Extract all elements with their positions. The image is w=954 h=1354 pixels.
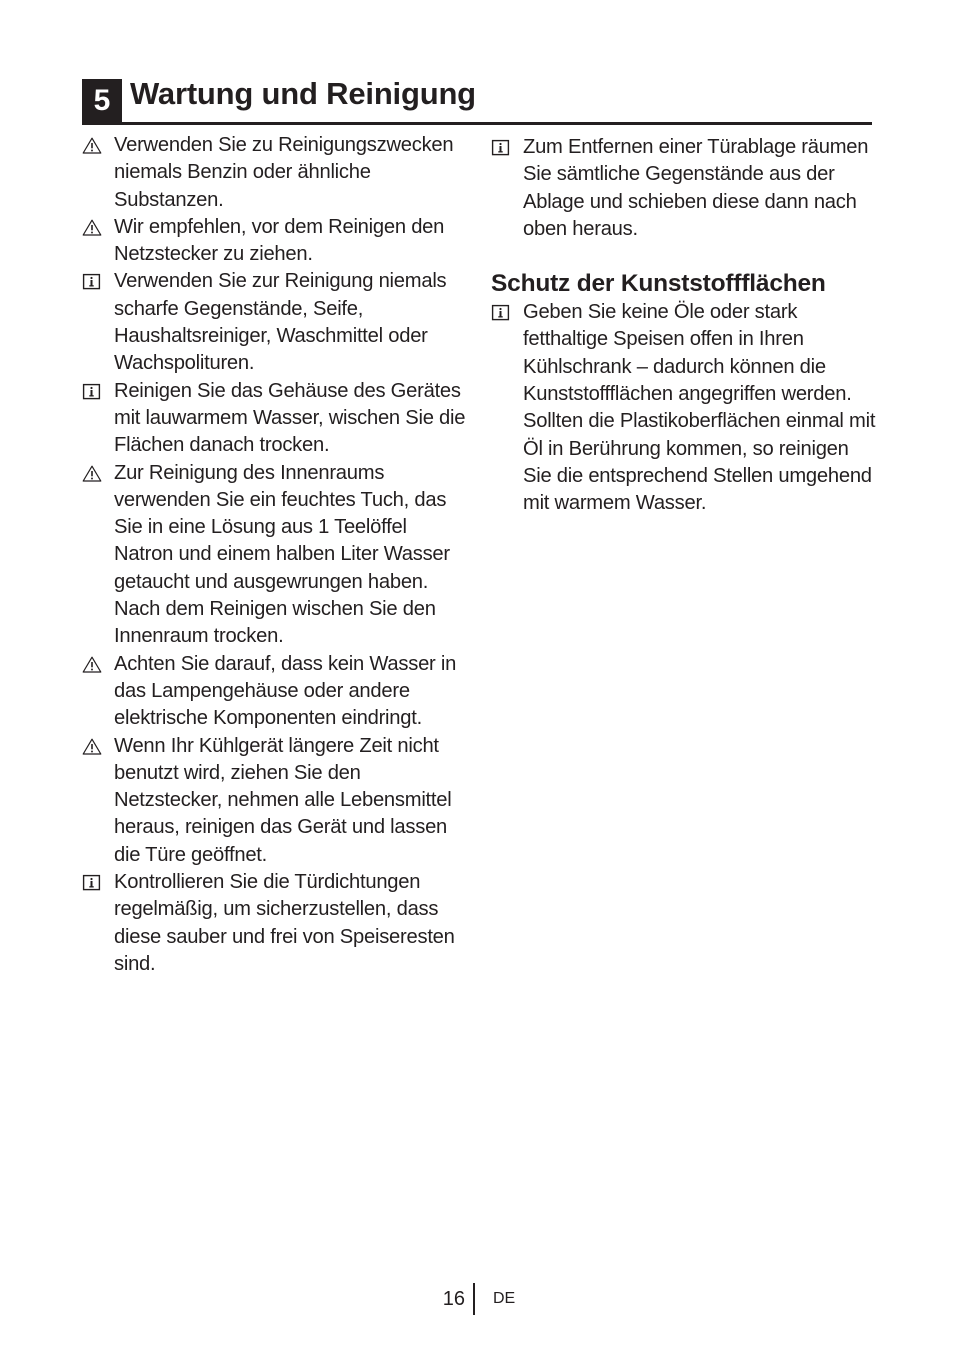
warning-icon [82,137,102,154]
info-icon [82,383,102,400]
info-icon [82,874,102,891]
list-item [82,132,468,214]
page-number: 16 [442,1288,465,1310]
list-item [82,378,468,460]
list-item [82,214,468,269]
list-item [82,733,468,869]
info-icon [491,139,511,156]
chapter-number: 5 [82,79,122,122]
list-item [82,651,468,733]
item-text: Zur Reinigung des Innenraums verwenden Sie ein feuchtes Tuch, das Sie in eine Lösung aus 1 Teelöffel Natron und einem halben Liter Wasser getaucht und ausgewrungen haben. Nach dem Reinigen wischen Sie den Innenraum trocken. [114,461,450,648]
item-text: Zum Entfernen einer Türablage räumen Sie sämtliche Gegenstände aus der Ablage und schieben diese dann nach oben heraus. [523,136,869,240]
language-code: DE [493,1290,516,1307]
info-icon [491,304,511,321]
page-footer [0,1283,954,1315]
item-text: Verwenden Sie zu Reinigungszwecken niemals Benzin oder ähnliche Substanzen. [114,134,454,211]
left-column [82,132,468,978]
warning-icon [82,465,102,482]
item-text: Achten Sie darauf, dass kein Wasser in das Lampengehäuse oder andere elektrische Komponenten eindringt. [114,652,457,730]
list-item [491,299,876,517]
warning-icon [82,219,102,236]
item-text: Wir empfehlen, vor dem Reinigen den Netzstecker zu ziehen. [114,215,445,266]
page-title: Wartung und Reinigung [130,76,476,111]
footer-divider [473,1283,475,1315]
item-text: Wenn Ihr Kühlgerät längere Zeit nicht benutzt wird, ziehen Sie den Netzstecker, nehmen alle Lebensmittel heraus, reinigen das Gerät und lassen die Türe geöffnet. [114,734,452,866]
item-text: Geben Sie keine Öle oder stark fetthaltige Speisen offen in Ihren Kühlschrank – dadurch können die Kunststoffflächen angegriffen werden. Sollten die Plastikoberflächen einmal mit Öl in Berührung kommen, so reinigen Sie die entsprechend Stellen umgehend mit warmem Wasser. [523,301,876,515]
right-column [491,134,876,518]
item-text: Reinigen Sie das Gehäuse des Gerätes mit lauwarmem Wasser, wischen Sie die Flächen danach trocken. [114,379,466,457]
chapter-header [82,74,872,125]
list-item [82,268,468,377]
info-icon [82,273,102,290]
section-title: Schutz der Kunststoffflächen [491,270,826,298]
list-item [82,869,468,978]
item-text: Verwenden Sie zur Reinigung niemals scharfe Gegenstände, Seife, Haushaltsreiniger, Waschmittel oder Wachspolituren. [114,270,447,375]
item-text: Kontrollieren Sie die Türdichtungen regelmäßig, um sicherzustellen, dass diese sauber und frei von Speiseresten sind. [114,871,455,975]
warning-icon [82,738,102,755]
list-item [82,460,468,651]
list-item [491,134,876,243]
warning-icon [82,656,102,673]
